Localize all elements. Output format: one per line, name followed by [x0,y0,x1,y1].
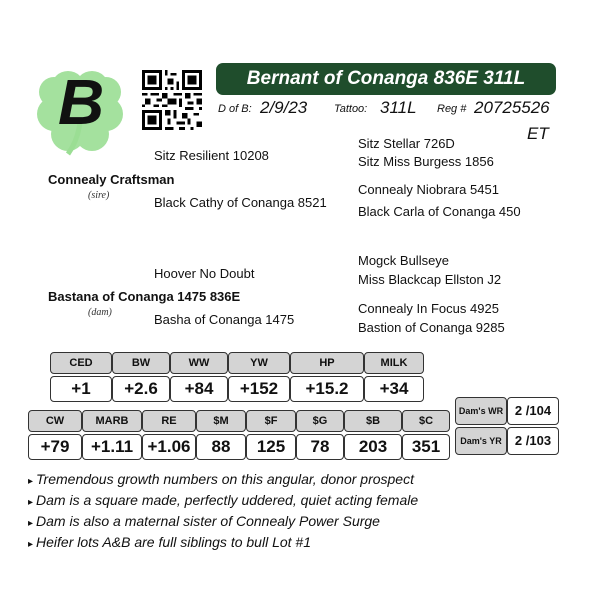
tattoo-value: 311L [380,98,417,117]
epd-header-ced: CED [50,352,112,374]
pedigree-sdd: Black Carla of Conanga 450 [358,204,521,219]
epd-header-bw: BW [112,352,170,374]
epd-value-m: 88 [196,434,246,460]
pedigree-sds: Connealy Niobrara 5451 [358,182,499,197]
epd-header-re: RE [142,410,196,432]
epd-value-yw: +152 [228,376,290,402]
pedigree-sire: Connealy Craftsman [48,172,175,187]
epd-header-b: $B [344,410,402,432]
epd-header-marb: MARB [82,410,142,432]
dam-note: (dam) [88,307,112,318]
dam-rank-box [455,395,559,459]
epd-value-c: 351 [402,434,450,460]
epd-value-b: 203 [344,434,402,460]
epd-header-m: $M [196,410,246,432]
dam-wr-label: Dam's WR [455,397,507,425]
epd-header-hp: HP [290,352,364,374]
epd-value-ced: +1 [50,376,112,402]
comment-text: Dam is a square made, perfectly uddered, quiet acting female [36,492,419,508]
dob-label: D of B: [218,103,252,115]
epd-header-f: $F [246,410,296,432]
epd-header-ww: WW [170,352,228,374]
epd-header-yw: YW [228,352,290,374]
reg-label: Reg # [437,103,467,115]
dam-yr-value: 2 /103 [507,427,559,455]
et-mark: ET [527,124,549,143]
triangle-bullet-icon: ▸ [28,518,34,529]
epd-value-g: 78 [296,434,344,460]
triangle-bullet-icon: ▸ [28,476,34,487]
comment-item [28,533,588,554]
tattoo-label: Tattoo: [334,103,368,115]
qr-code-icon [142,70,202,130]
epd-value-bw: +2.6 [112,376,170,402]
epd-header-cw: CW [28,410,82,432]
pedigree-dds: Connealy In Focus 4925 [358,301,499,316]
pedigree-sss: Sitz Stellar 726D [358,136,455,151]
epd-header-g: $G [296,410,344,432]
dam-yr-label: Dam's YR [455,427,507,455]
pedigree-ssd: Sitz Miss Burgess 1856 [358,154,494,169]
dam-wr-value: 2 /104 [507,397,559,425]
epd-value-re: +1.06 [142,434,196,460]
epd-value-marb: +1.11 [82,434,142,460]
comment-text: Dam is also a maternal sister of Connealy Power Surge [36,513,380,529]
triangle-bullet-icon: ▸ [28,497,34,508]
epd-value-ww: +84 [170,376,228,402]
comment-text: Tremendous growth numbers on this angular, donor prospect [36,471,414,487]
comment-item [28,470,588,491]
pedigree-dam-dam: Basha of Conanga 1475 [154,312,295,327]
epd-value-milk: +34 [364,376,424,402]
epd-header-milk: MILK [364,352,424,374]
animal-title-bar: Bernant of Conanga 836E 311L [216,63,556,95]
logo-letter: B [58,66,105,138]
epd-value-cw: +79 [28,434,82,460]
pedigree-dss: Mogck Bullseye [358,253,450,268]
sire-note: (sire) [88,190,110,201]
comment-item [28,512,588,533]
pedigree-ddd: Bastion of Conanga 9285 [358,320,505,335]
reg-value: 20725526 [474,98,550,117]
pedigree-dam: Bastana of Conanga 1475 836E [48,289,241,304]
pedigree-dsd: Miss Blackcap Ellston J2 [358,272,502,287]
epd-header-c: $C [402,410,450,432]
epd-value-f: 125 [246,434,296,460]
pedigree-dam-sire: Hoover No Doubt [154,266,255,281]
comments-list [28,470,588,554]
triangle-bullet-icon: ▸ [28,539,34,550]
pedigree-sire-sire: Sitz Resilient 10208 [154,148,269,163]
pedigree-sire-dam: Black Cathy of Conanga 8521 [154,195,327,210]
dob-value: 2/9/23 [260,98,308,117]
comment-item [28,491,588,512]
epd-value-hp: +15.2 [290,376,364,402]
comment-text: Heifer lots A&B are full siblings to bull Lot #1 [36,534,311,550]
